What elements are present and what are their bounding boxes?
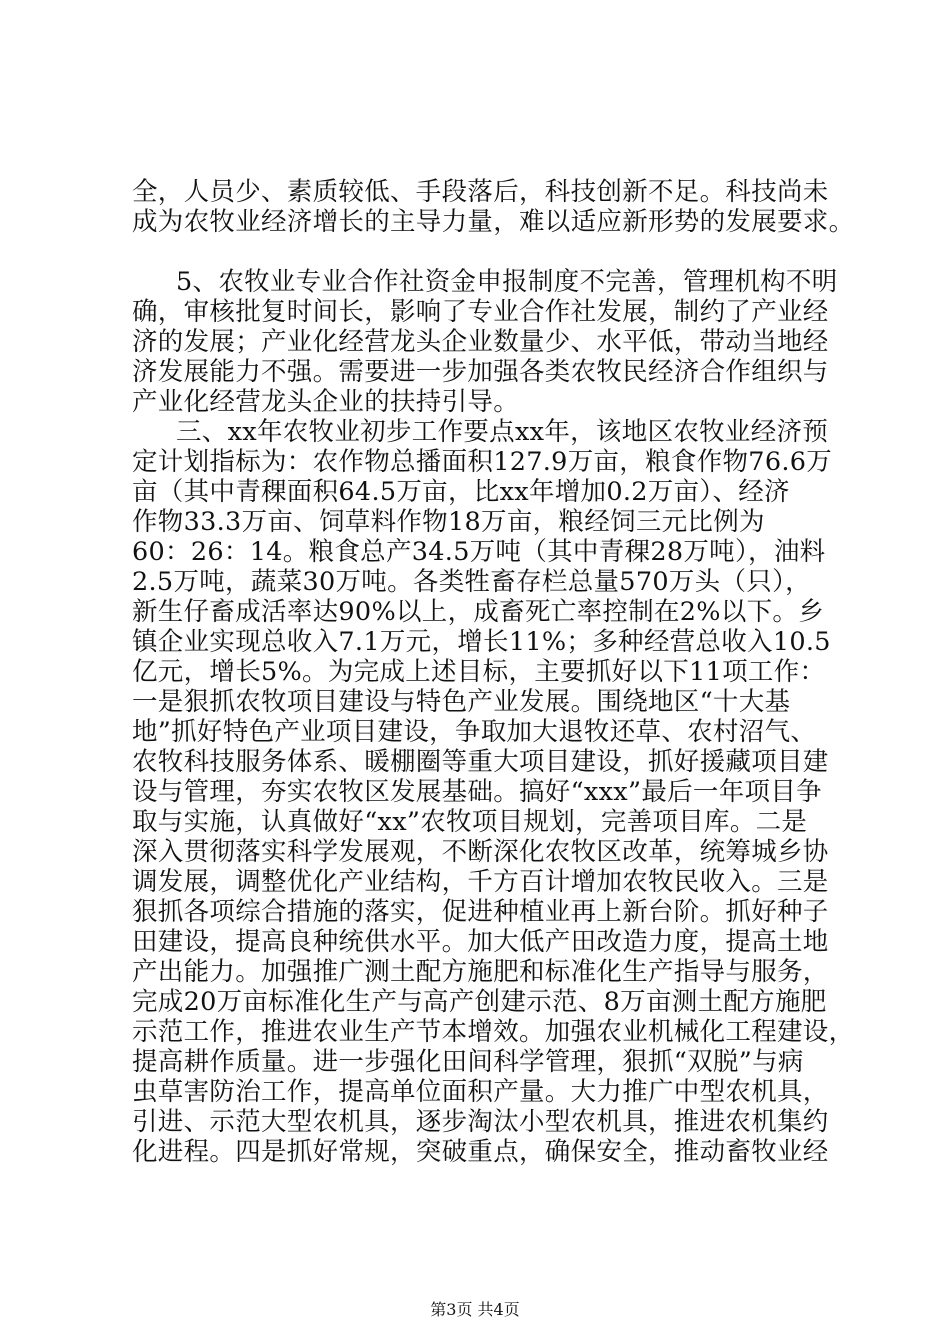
- text-line: 亿元，增长5%。为完成上述目标，主要抓好以下11项工作：: [132, 657, 826, 687]
- page-number-footer: 第3页 共4页: [430, 1300, 520, 1319]
- text-line: 虫草害防治工作，提高单位面积产量。大力推广中型农机具，: [132, 1077, 829, 1107]
- text-line: 完成20万亩标准化生产与高产创建示范、8万亩测土配方施肥: [132, 987, 827, 1017]
- text-line: 新生仔畜成活率达90%以上，成畜死亡率控制在2%以下。乡: [132, 597, 825, 627]
- text-line: 济的发展；产业化经营龙头企业数量少、水平低，带动当地经: [132, 327, 829, 357]
- text-line: 农牧科技服务体系、暖棚圈等重大项目建设，抓好援藏项目建: [132, 747, 829, 777]
- text-line: 三、xx年农牧业初步工作要点xx年，该地区农牧业经济预: [176, 417, 829, 447]
- text-line: 作物33.3万亩、饲草料作物18万亩，粮经饲三元比例为: [132, 507, 765, 537]
- text-line: 提高耕作质量。进一步强化田间科学管理，狠抓“双脱”与病: [132, 1047, 804, 1077]
- text-line: 一是狠抓农牧项目建设与特色产业发展。围绕地区“十大基: [132, 687, 791, 717]
- text-line: 5、农牧业专业合作社资金申报制度不完善，管理机构不明: [176, 267, 838, 297]
- text-line: 深入贯彻落实科学发展观，不断深化农牧区改革，统筹城乡协: [132, 837, 829, 867]
- text-line: 调发展，调整优化产业结构，千方百计增加农牧民收入。三是: [132, 867, 829, 897]
- text-line: 取与实施，认真做好“xx”农牧项目规划，完善项目库。二是: [132, 807, 808, 837]
- text-line: 成为农牧业经济增长的主导力量，难以适应新形势的发展要求。: [132, 207, 855, 237]
- text-line: 设与管理，夯实农牧区发展基础。搞好“xxx”最后一年项目争: [132, 777, 822, 807]
- text-line: 产业化经营龙头企业的扶持引导。: [132, 387, 520, 417]
- text-line: 狠抓各项综合措施的落实，促进种植业再上新台阶。抓好种子: [132, 897, 829, 927]
- text-line: 化进程。四是抓好常规，突破重点，确保安全，推动畜牧业经: [132, 1137, 829, 1167]
- text-line: 产出能力。加强推广测土配方施肥和标准化生产指导与服务，: [132, 957, 829, 987]
- text-line: 60：26：14。粮食总产34.5万吨（其中青稞28万吨），油料: [132, 537, 826, 567]
- text-line: 亩（其中青稞面积64.5万亩，比xx年增加0.2万亩）、经济: [132, 477, 790, 507]
- text-line: 济发展能力不强。需要进一步加强各类农牧民经济合作组织与: [132, 357, 829, 387]
- text-line: 全，人员少、素质较低、手段落后，科技创新不足。科技尚未: [132, 177, 829, 207]
- text-line: 2.5万吨，蔬菜30万吨。各类牲畜存栏总量570万头（只），: [132, 567, 811, 597]
- text-line: 确，审核批复时间长，影响了专业合作社发展，制约了产业经: [132, 297, 829, 327]
- text-line: 定计划指标为：农作物总播面积127.9万亩，粮食作物76.6万: [132, 447, 833, 477]
- text-line: 示范工作，推进农业生产节本增效。加强农业机械化工程建设，: [132, 1017, 855, 1047]
- text-line: 田建设，提高良种统供水平。加大低产田改造力度，提高土地: [132, 927, 829, 957]
- text-line: 镇企业实现总收入7.1万元，增长11%；多种经营总收入10.5: [132, 627, 831, 657]
- text-line: 引进、示范大型农机具，逐步淘汰小型农机具，推进农机集约: [132, 1107, 829, 1137]
- text-line: 地”抓好特色产业项目建设，争取加大退牧还草、农村沼气、: [132, 717, 817, 747]
